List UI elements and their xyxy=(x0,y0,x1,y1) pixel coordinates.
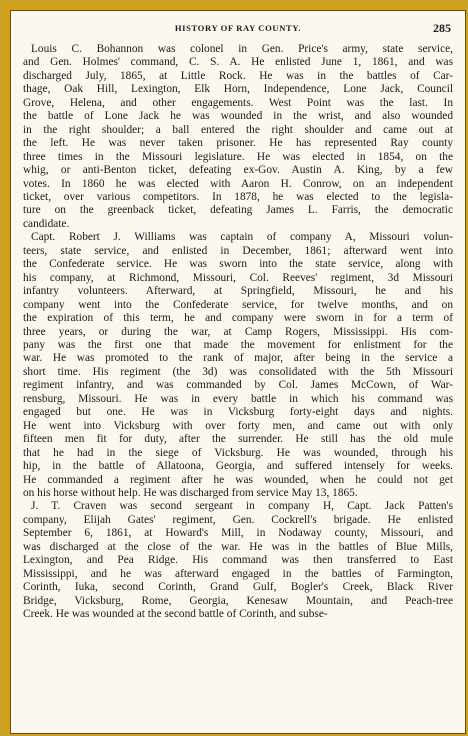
text-line: infantry volunteers. Afterward, at Springfield, Missouri, he and his xyxy=(23,285,453,298)
text-line: pany was the first one that made the movement for enlistment for the xyxy=(23,338,453,351)
text-line: whig, or anti-Benton ticket, defeating ex-Gov. Austin A. King, by a few xyxy=(23,164,453,177)
page-number: 285 xyxy=(433,21,451,35)
text-line: thage, Oak Hill, Lexington, Elk Horn, Independence, Lone Jack, Council xyxy=(23,83,453,96)
text-line: that he had in the siege of Vicksburg. He was wounded, through his xyxy=(23,446,453,459)
text-line: candidate. xyxy=(23,217,70,230)
paragraph-craven xyxy=(23,500,453,621)
text-line: fifteen men fit for duty, after the surrender. He still has the old mule xyxy=(23,433,453,446)
text-line: Bridge, Vicksburg, Rome, Georgia, Kenesaw Mountain, and Peach-tree xyxy=(23,594,453,607)
text-line: Louis C. Bohannon was colonel in Gen. Price's army, state service, xyxy=(31,43,453,55)
text-line: three years, or during the war, at Camp Rogers, Mississippi. His com- xyxy=(23,325,453,338)
text-line: hip, in the battle of Allatoona, Georgia, and suffered intensely for weeks. xyxy=(23,460,453,473)
text-line: three times in the Missouri legislature. He was elected in 1854, on the xyxy=(23,150,453,163)
running-head: HISTORY OF RAY COUNTY. xyxy=(174,23,302,33)
text-line: in the right shoulder; a ball entered the right shoulder and came out at xyxy=(23,123,453,136)
text-line: teers, state service, and enlisted in December, 1861; afterward went into xyxy=(23,244,453,257)
text-line: short time. His regiment (the 3d) was consolidated with the 5th Missouri xyxy=(23,365,453,378)
text-line: He went into Vicksburg with over forty men, and came out with only xyxy=(23,419,453,432)
text-line: J. T. Craven was second sergeant in company H, Capt. Jack Patten's xyxy=(31,500,453,513)
text-line: rensburg, Missouri. He was in every battle in which his command was xyxy=(23,392,453,405)
text-line: Corinth, Iuka, second Corinth, Grand Gulf, Bogler's Creek, Black River xyxy=(23,581,453,594)
page-body xyxy=(23,43,453,621)
paragraph-williams xyxy=(23,231,453,500)
text-line: the left. He was never taken prisoner. He has represented Ray county xyxy=(23,137,453,150)
book-page xyxy=(10,10,466,734)
text-line: September 6, 1861, at Howard's Mill, in Nodaway county, Missouri, and xyxy=(23,527,453,540)
text-line: company, Elijah Gates' regiment, Gen. Cockrell's brigade. He enlisted xyxy=(23,513,453,526)
page-content xyxy=(23,21,453,621)
text-line: ture on the greenback ticket, defeating James L. Farris, the democratic xyxy=(23,204,453,217)
text-line: Capt. Robert J. Williams was captain of company A, Missouri volun- xyxy=(31,231,453,244)
text-line: the Confederate service. He was sworn into the state service, along with xyxy=(23,258,453,271)
text-line: the battle of Lone Jack he was wounded in the wrist, and also wounded xyxy=(23,110,453,123)
text-line: He commanded a regiment after he was wounded, when he could not get xyxy=(23,473,453,486)
text-line: engaged but one. He was in Vicksburg forty-eight days and nights. xyxy=(23,406,453,419)
text-line: votes. In 1860 he was elected with Aaron H. Conrow, on an independent xyxy=(23,177,453,190)
text-line: Creek. He was wounded at the second battle of Corinth, and subse- xyxy=(23,608,328,621)
page-header xyxy=(23,21,453,43)
text-line: war. He was promoted to the rank of major, after being in the service a xyxy=(23,352,453,365)
text-line: was discharged at the close of the war. He was in the battles of Blue Mills, xyxy=(23,540,453,553)
text-line: discharged July, 1865, at Little Rock. He was in the battles of Car- xyxy=(23,69,453,82)
text-line: his company, at Richmond, Missouri, Col. Reeves' regiment, 3d Missouri xyxy=(23,271,453,284)
text-line: Mississippi, and he was afterward engaged in the battles of Farmington, xyxy=(23,567,453,580)
text-line: Lexington, and Pea Ridge. His command was then transferred to East xyxy=(23,554,453,567)
text-line: the expiration of this term, he and company were sworn in for a term of xyxy=(23,312,453,325)
text-line: company went into the Confederate service, for twelve months, and on xyxy=(23,298,453,311)
text-line: Grove, Helena, and other engagements. West Point was the last. In xyxy=(23,96,453,109)
paragraph-bohannon xyxy=(23,43,453,231)
text-line: ticket, over various competitors. In 1878, he was elected to the legisla- xyxy=(23,190,453,203)
text-line: and Gen. Holmes' command, C. S. A. He enlisted June 1, 1861, and was xyxy=(23,56,453,69)
text-line: on his horse without help. He was discharged from service May 13, 1865. xyxy=(23,486,358,499)
text-line: regiment infantry, and was commanded by Col. James McCown, of War- xyxy=(23,379,453,392)
